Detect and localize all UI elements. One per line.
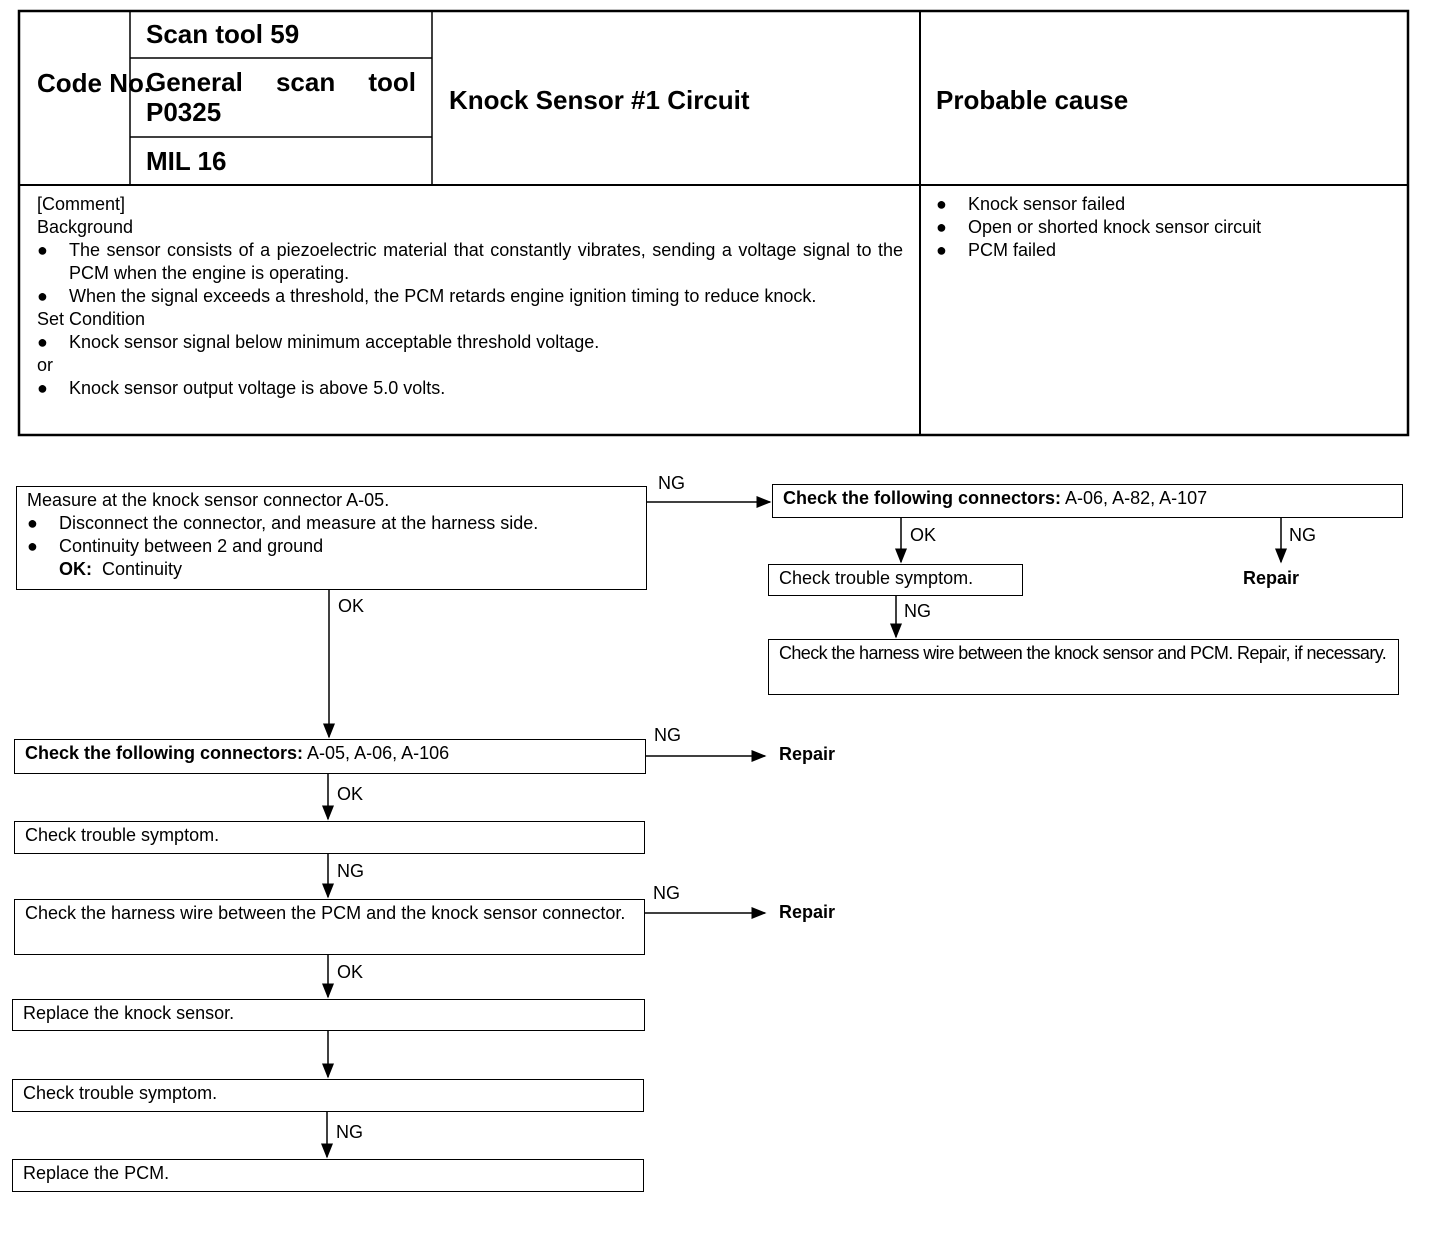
bullet-icon: ● (936, 217, 947, 237)
ng-label: NG (337, 861, 364, 881)
ok-label: OK (338, 596, 365, 616)
background-item: ● When the signal exceeds a threshold, the PCM retards engine ignition timing to reduce knock. (37, 286, 817, 306)
flow-step-check-connectors-1: Check the following connectors: A-06, A-82, A-107 (772, 484, 1403, 518)
flow-step-measure: Measure at the knock sensor connector A-05. ● Disconnect the connector, and measure at the harness side. ● Continuity between 2 and ground OK: Continuity (16, 486, 647, 590)
ng-label: NG (336, 1122, 363, 1142)
bullet-icon: ● (37, 240, 48, 260)
flow-step-replace-sensor: Replace the knock sensor. (12, 999, 645, 1031)
cause-item: ● Open or shorted knock sensor circuit (936, 217, 1262, 237)
ok-label: OK (337, 784, 364, 804)
comment-section (37, 193, 903, 400)
flow-step-check-harness-1: Check the harness wire between the knock sensor and PCM. Repair, if necessary. (768, 639, 1399, 695)
repair-label: Repair (779, 744, 836, 764)
ng-label: NG (653, 883, 680, 903)
ng-label: NG (1289, 525, 1316, 545)
probable-causes-list (936, 193, 1396, 262)
background-item: ● The sensor consists of a piezoelectric material that constantly vibrates, sending a voltage signal to the PCM when the engine is operating. (37, 240, 903, 283)
general-scan-tool: General scan tool P0325 (146, 67, 416, 127)
background-label: Background (37, 217, 134, 237)
repair-label: Repair (779, 902, 836, 922)
flow-step-check-symptom-1: Check trouble symptom. (768, 564, 1023, 596)
condition-item: ● Knock sensor output voltage is above 5.0 volts. (37, 378, 446, 398)
cause-item: ● Knock sensor failed (936, 194, 1126, 214)
flow-step-check-symptom-2: Check trouble symptom. (14, 821, 645, 854)
set-condition-label: Set Condition (37, 309, 146, 329)
repair-label: Repair (1243, 568, 1300, 588)
bullet-icon: ● (27, 513, 38, 533)
ok-label: OK (337, 962, 364, 982)
probable-cause-heading: Probable cause (936, 85, 1129, 115)
cause-item: ● PCM failed (936, 240, 1057, 260)
bullet-icon: ● (936, 240, 947, 260)
mil-code: MIL 16 (146, 146, 227, 176)
flow-step-replace-pcm: Replace the PCM. (12, 1159, 644, 1192)
ok-label: OK (910, 525, 937, 545)
or-label: or (37, 355, 54, 375)
bullet-icon: ● (27, 536, 38, 556)
condition-item: ● Knock sensor signal below minimum acceptable threshold voltage. (37, 332, 600, 352)
flow-step-check-connectors-2: Check the following connectors: A-05, A-06, A-106 (14, 739, 646, 774)
ng-label: NG (658, 473, 685, 493)
code-no-label: Code No. (37, 68, 152, 98)
bullet-icon: ● (37, 378, 48, 398)
bullet-icon: ● (37, 286, 48, 306)
flow-step-check-harness-2: Check the harness wire between the PCM and the knock sensor connector. (14, 899, 645, 955)
ng-label: NG (904, 601, 931, 621)
bullet-icon: ● (936, 194, 947, 214)
comment-heading: [Comment] (37, 194, 126, 214)
scan-tool: Scan tool 59 (146, 19, 300, 49)
bullet-icon: ● (37, 332, 48, 352)
ng-label: NG (654, 725, 681, 745)
flow-step-check-symptom-3: Check trouble symptom. (12, 1079, 644, 1112)
page-title: Knock Sensor #1 Circuit (449, 85, 750, 115)
